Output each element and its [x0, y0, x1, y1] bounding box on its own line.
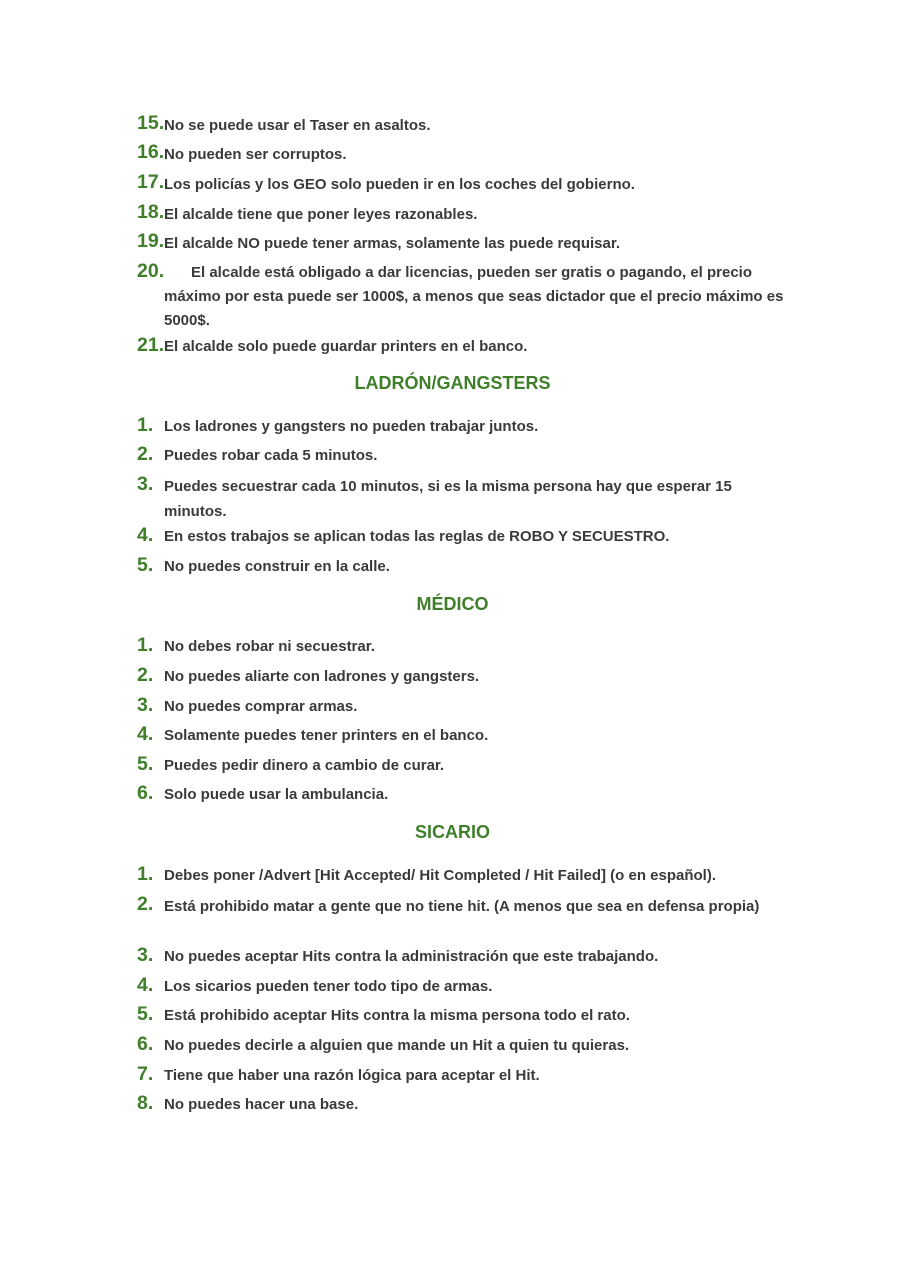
item-number: 1.: [137, 863, 154, 885]
item-number: 6.: [137, 782, 154, 804]
item-text: Puedes secuestrar cada 10 minutos, si es la misma persona hay que esperar 15 minutos.: [164, 478, 732, 520]
item-number: 8.: [137, 1092, 154, 1114]
item-number: 17.: [137, 171, 165, 193]
item-number: 1.: [137, 414, 154, 436]
list-item: [137, 723, 807, 747]
item-text: No puedes aliarte con ladrones y gangsters.: [164, 668, 480, 685]
item-text: El alcalde NO puede tener armas, solamente las puede requisar.: [164, 235, 621, 252]
item-number: 7.: [137, 1063, 154, 1085]
item-number: 4.: [137, 723, 154, 745]
list-item: [137, 201, 807, 226]
list-item: [137, 694, 807, 718]
item-number: 5.: [137, 554, 154, 576]
item-text: Está prohibido matar a gente que no tiene hit. (A menos que sea en defensa propia): [164, 898, 760, 915]
item-text: No puedes hacer una base.: [164, 1096, 359, 1113]
item-text: El alcalde tiene que poner leyes razonables.: [164, 206, 478, 223]
list-item: [137, 414, 807, 438]
list-item: [137, 171, 807, 196]
list-item: [137, 141, 807, 166]
section-heading-sicario: SICARIO: [414, 822, 490, 842]
item-number: 4.: [137, 974, 154, 996]
item-number: 1.: [137, 634, 154, 656]
list-item: [137, 524, 807, 548]
item-text: No pueden ser corruptos.: [164, 146, 347, 163]
list-item: [137, 1063, 807, 1087]
list-item: [137, 1033, 807, 1057]
item-number: 2.: [137, 443, 154, 465]
item-text: No puedes aceptar Hits contra la administración que este trabajando.: [164, 948, 659, 965]
item-text: Los policías y los GEO solo pueden ir en los coches del gobierno.: [164, 176, 635, 193]
list-item: [137, 974, 807, 998]
item-number: 16.: [137, 141, 165, 163]
item-text: Solo puede usar la ambulancia.: [164, 786, 389, 803]
list-item: [137, 443, 807, 467]
item-text: Los sicarios pueden tener todo tipo de armas.: [164, 978, 493, 995]
list-item: [137, 753, 807, 777]
item-number: 5.: [137, 753, 154, 775]
item-text: Debes poner /Advert [Hit Accepted/ Hit Completed / Hit Failed] (o en español).: [164, 867, 717, 884]
section-heading-ladron: LADRÓN/GANGSTERS: [354, 373, 551, 393]
item-text: Solamente puedes tener printers en el banco.: [164, 727, 489, 744]
list-item: [137, 473, 787, 524]
item-text: No puedes comprar armas.: [164, 698, 358, 715]
item-text: Está prohibido aceptar Hits contra la misma persona todo el rato.: [164, 1007, 630, 1024]
item-number: 4.: [137, 524, 154, 546]
item-number: 2.: [137, 664, 154, 686]
item-text: Puedes robar cada 5 minutos.: [164, 447, 378, 464]
list-item: [137, 863, 807, 887]
list-item: [137, 230, 807, 255]
item-text: El alcalde solo puede guardar printers en el banco.: [164, 338, 528, 355]
item-text: No se puede usar el Taser en asaltos.: [164, 117, 431, 134]
item-text: Puedes pedir dinero a cambio de curar.: [164, 757, 445, 774]
item-number: 2.: [137, 893, 154, 915]
item-number: 15.: [137, 112, 165, 134]
item-text: Tiene que haber una razón lógica para aceptar el Hit.: [164, 1067, 540, 1084]
list-item: [137, 634, 807, 658]
item-number: 20.: [137, 260, 165, 282]
list-item: [137, 944, 807, 968]
list-item: [137, 554, 807, 578]
list-item: [137, 1092, 807, 1116]
list-item: [137, 1003, 807, 1027]
item-number: 5.: [137, 1003, 154, 1025]
list-item: [137, 782, 807, 806]
item-number: 3.: [137, 944, 154, 966]
item-number: 18.: [137, 201, 165, 223]
item-text: Los ladrones y gangsters no pueden trabajar juntos.: [164, 418, 539, 435]
list-item: [137, 260, 797, 333]
list-item: [137, 334, 807, 358]
item-text: En estos trabajos se aplican todas las reglas de ROBO Y SECUESTRO.: [164, 528, 670, 545]
item-text: No debes robar ni secuestrar.: [164, 638, 375, 655]
item-number: 3.: [137, 694, 154, 716]
item-text: No puedes decirle a alguien que mande un Hit a quien tu quieras.: [164, 1037, 630, 1054]
item-text: No puedes construir en la calle.: [164, 558, 390, 575]
list-item: [137, 893, 777, 919]
section-heading-medico: MÉDICO: [416, 594, 489, 614]
item-number: 19.: [137, 230, 165, 252]
list-item: [137, 112, 807, 137]
list-item: [137, 664, 807, 688]
item-number: 21.: [137, 334, 165, 356]
item-number: 3.: [137, 473, 154, 495]
item-number: 6.: [137, 1033, 154, 1055]
item-text: El alcalde está obligado a dar licencias, pueden ser gratis o pagando, el precio máximo por esta puede ser 1000$, a menos que seas dictador que el precio máximo es 5000$.: [164, 264, 784, 329]
